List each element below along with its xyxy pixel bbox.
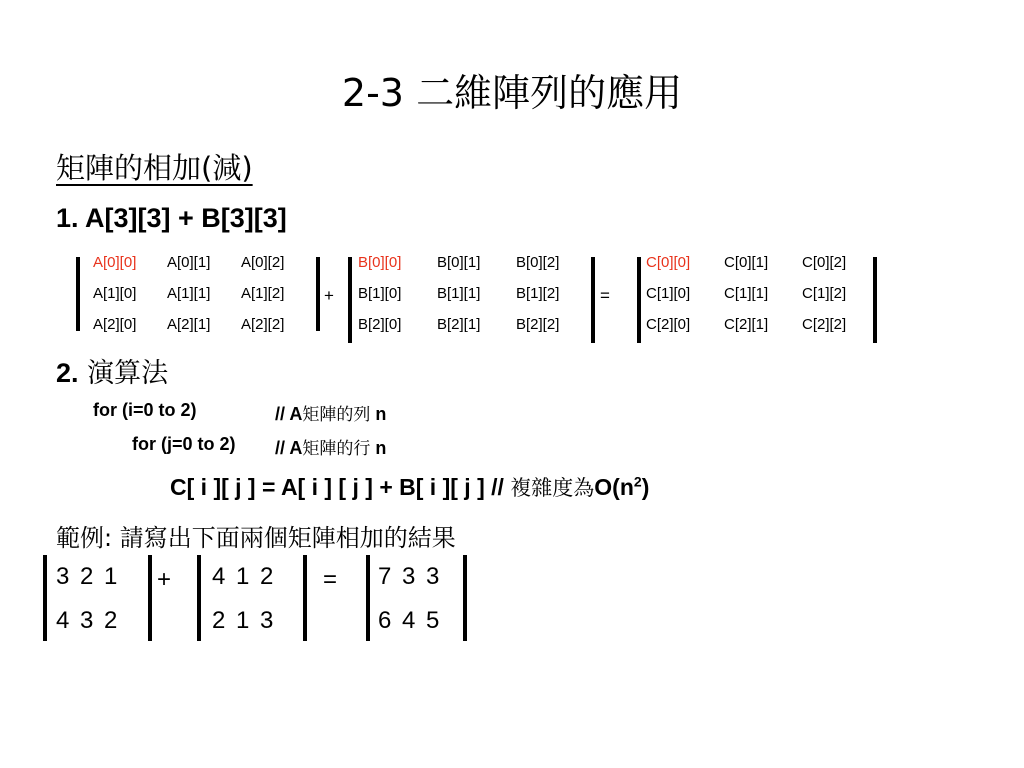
matrix-a-cell: A[1][1] [167,285,211,302]
item-matrix-sum-expression: 1. A[3][3] + B[3][3] [56,203,287,233]
matrix-a-cell: A[0][2] [241,254,285,271]
formula-exponent: 2 [633,473,642,490]
matrix-c-cell: C[2][0] [646,316,691,333]
example-c-row: 6 4 5 [378,607,442,634]
matrix-a-cell: A[1][0] [93,285,137,302]
matrix-b-right-bar [591,257,595,343]
matrix-a-cell: A[1][2] [241,285,285,302]
matrix-c-right-bar [873,257,877,343]
matrix-b-left-bar [348,257,352,343]
code-comment-cols [275,434,386,459]
slide-title: 2-3 二維陣列的應用 [341,71,683,115]
formula-close: ) [641,474,650,500]
comment-prefix: // A [275,404,303,424]
example-b-row: 2 1 3 [212,607,276,634]
matrix-a-cell: A[0][1] [167,254,211,271]
example-a-row: 3 2 1 [56,563,120,590]
example-plus-sign: + [157,566,172,593]
matrix-b-cell: B[1][0] [358,285,402,302]
code-inner-loop: for (j=0 to 2) [132,434,236,454]
example-b-row: 4 1 2 [212,563,276,590]
matrix-b-cell: B[2][2] [516,316,560,333]
matrix-b-cell: B[1][2] [516,285,560,302]
comment-suffix: n [370,438,387,458]
matrix-c-cell: C[0][2] [802,254,847,271]
matrix-c-cell: C[1][1] [724,285,769,302]
example-a-left-bar [43,555,47,641]
matrix-a-cell: A[2][2] [241,316,285,333]
matrix-b-cell: B[0][0] [358,254,402,271]
matrix-c-cell: C[2][2] [802,316,847,333]
matrix-b-cell: B[1][1] [437,285,481,302]
formula-complexity: O(n [594,474,634,500]
plus-sign: + [324,286,334,305]
matrix-c-cell: C[1][0] [646,285,691,302]
matrix-a-cell: A[2][1] [167,316,211,333]
example-b-left-bar [197,555,201,641]
example-a-right-bar [148,555,152,641]
item-number: 2. [56,358,79,388]
comment-text: 矩陣的行 [302,439,371,459]
comment-prefix: // A [275,438,303,458]
formula-text: C[ i ][ j ] = A[ i ] [ j ] + B[ i ][ j ] // [170,474,511,500]
matrix-c-left-bar [637,257,641,343]
example-b-right-bar [303,555,307,641]
equals-sign: = [600,286,610,305]
code-comment-rows [275,400,386,425]
matrix-b-cell: B[2][1] [437,316,481,333]
matrix-a-cell: A[2][0] [93,316,137,333]
example-label: 範例: 請寫出下面兩個矩陣相加的結果 [56,524,456,552]
matrix-b-cell: B[0][1] [437,254,481,271]
matrix-c-cell: C[2][1] [724,316,769,333]
matrix-b-cell: B[2][0] [358,316,402,333]
example-c-right-bar [463,555,467,641]
example-c-row: 7 3 3 [378,563,442,590]
item-algorithm-heading [56,351,168,390]
matrix-a-cell: A[0][0] [93,254,137,271]
comment-suffix: n [370,404,387,424]
section-heading: 矩陣的相加(減) [56,151,253,185]
code-outer-loop: for (i=0 to 2) [93,400,197,420]
code-formula [170,472,649,502]
item-label: 演算法 [78,358,169,389]
matrix-a-left-bar [76,257,80,331]
matrix-c-cell: C[1][2] [802,285,847,302]
matrix-a-right-bar [316,257,320,331]
comment-text: 矩陣的列 [302,405,371,425]
example-c-left-bar [366,555,370,641]
matrix-b-cell: B[0][2] [516,254,560,271]
formula-complexity-label: 複雜度為 [510,476,595,500]
example-a-row: 4 3 2 [56,607,120,634]
example-equals-sign: = [323,566,338,593]
matrix-c-cell: C[0][1] [724,254,769,271]
matrix-c-cell: C[0][0] [646,254,691,271]
